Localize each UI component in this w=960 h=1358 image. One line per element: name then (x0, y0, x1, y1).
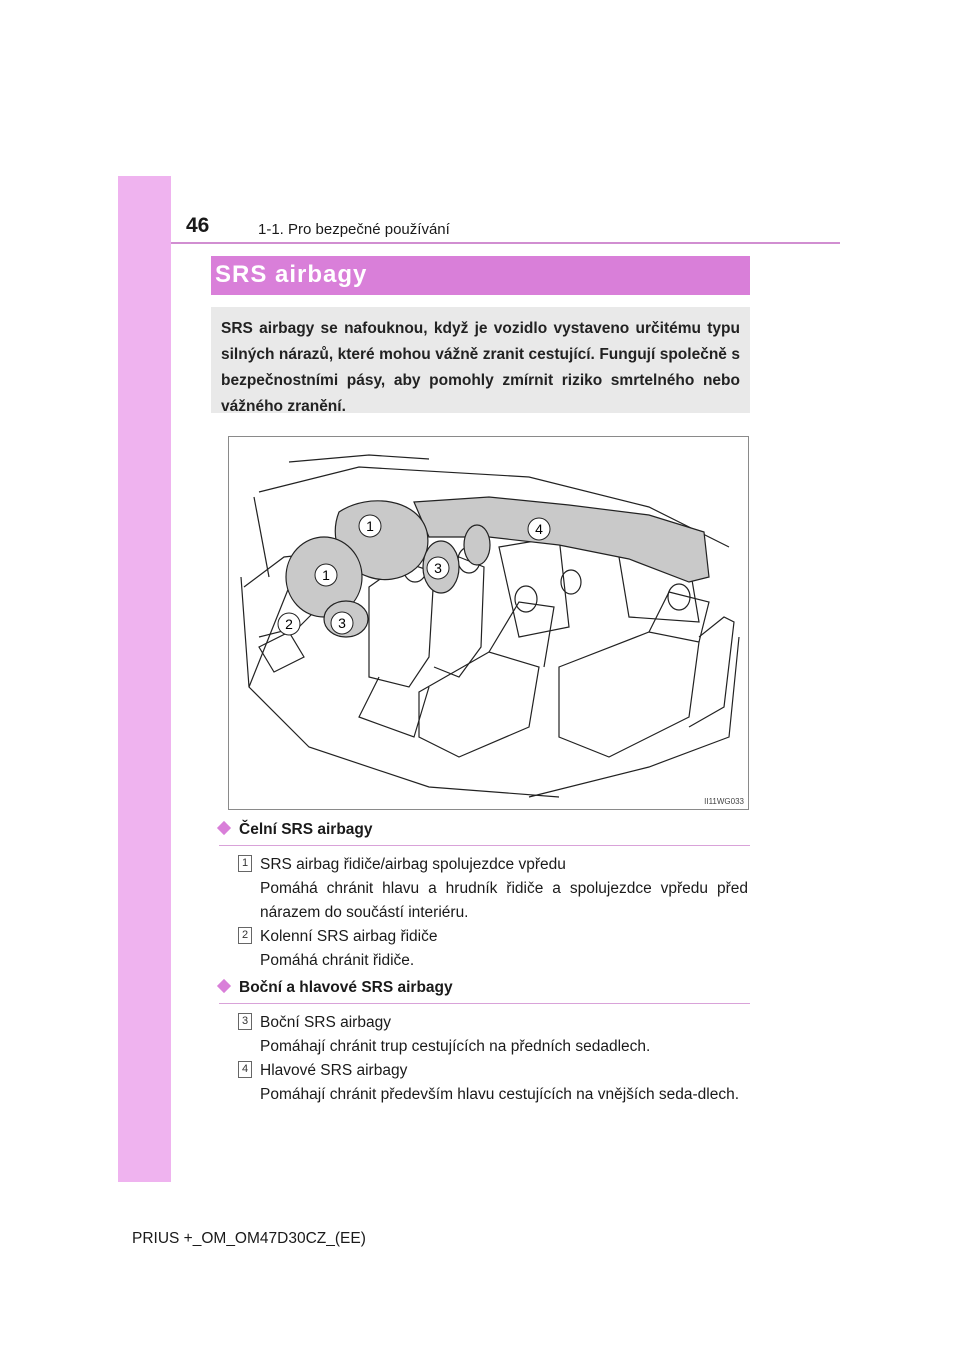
list-item (238, 1011, 748, 1059)
page-title: SRS airbagy (215, 261, 368, 288)
subheading-side-curtain (219, 979, 453, 997)
svg-text:3: 3 (434, 560, 442, 576)
intro-text: SRS airbagy se nafouknou, když je vozidlo vystaveno určitému typu silných nárazů, které mohou vážně zranit cestující. Fungují společně s bezpečnostními pásy, aby pomohly zmírnit riziko smrtelného nebo vážného zranění. (221, 320, 740, 415)
item-description: Pomáhají chránit především hlavu cestujících na vnějších seda-dlech. (260, 1086, 740, 1103)
page-number: 46 (186, 214, 210, 237)
item-number: 4 (238, 1061, 252, 1078)
list-item (238, 853, 748, 925)
item-title: SRS airbag řidiče/airbag spolujezdce vpředu (260, 856, 566, 873)
svg-text:2: 2 (285, 616, 293, 632)
section-title: 1-1. Pro bezpečné používání (258, 221, 450, 238)
subheading-rule (219, 845, 750, 846)
list-item (238, 1059, 748, 1107)
diamond-icon (217, 821, 231, 835)
figure-code: II11WG033 (704, 797, 744, 806)
subheading-text: Boční a hlavové SRS airbagy (239, 979, 453, 996)
callout-2-knee (278, 613, 300, 635)
item-title: Hlavové SRS airbagy (260, 1062, 408, 1079)
callout-1-driver (315, 564, 337, 586)
callout-4-curtain (528, 518, 550, 540)
item-number: 2 (238, 927, 252, 944)
item-title: Kolenní SRS airbag řidiče (260, 928, 438, 945)
list-item (238, 925, 748, 973)
header-divider (171, 242, 840, 244)
intro-box (211, 307, 750, 413)
callout-1-passenger (359, 515, 381, 537)
item-description: Pomáhají chránit trup cestujících na předních sedadlech. (260, 1038, 651, 1055)
airbag-illustration (228, 436, 749, 810)
car-interior-drawing (229, 437, 748, 809)
subheading-frontal (219, 821, 373, 839)
subheading-rule (219, 1003, 750, 1004)
callout-3-front (331, 612, 353, 634)
sidebar-tab (118, 176, 171, 1182)
callout-3-side (427, 557, 449, 579)
svg-text:1: 1 (366, 518, 374, 534)
item-description: Pomáhá chránit řidiče. (260, 952, 415, 969)
item-title: Boční SRS airbagy (260, 1014, 391, 1031)
item-number: 3 (238, 1013, 252, 1030)
subheading-text: Čelní SRS airbagy (239, 821, 373, 838)
svg-text:4: 4 (535, 521, 543, 537)
svg-text:3: 3 (338, 615, 346, 631)
svg-text:1: 1 (322, 567, 330, 583)
footer-code: PRIUS +_OM_OM47D30CZ_(EE) (132, 1230, 366, 1247)
item-description: Pomáhá chránit hlavu a hrudník řidiče a spolujezdce vpředu před nárazem do součástí interiéru. (260, 880, 748, 921)
title-band (211, 256, 750, 295)
diamond-icon (217, 979, 231, 993)
item-number: 1 (238, 855, 252, 872)
